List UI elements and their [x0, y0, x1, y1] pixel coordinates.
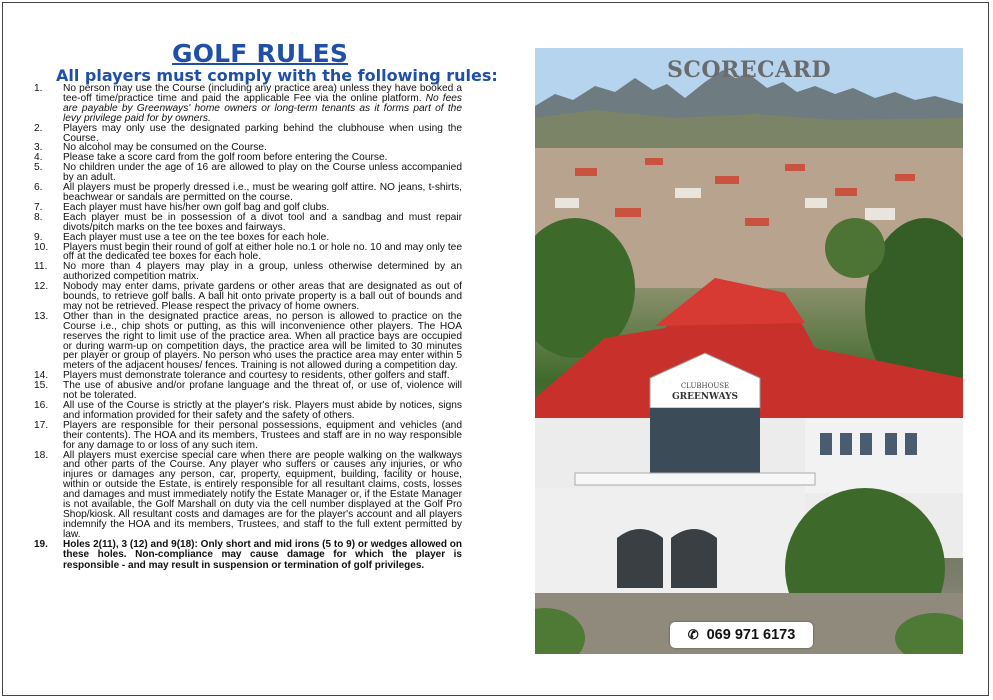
rule-item — [34, 124, 462, 144]
rule-number: 12. — [34, 281, 49, 293]
rule-number: 7. — [34, 201, 43, 213]
rule-item — [34, 401, 462, 421]
rule-item — [34, 183, 462, 203]
rule-number: 18. — [34, 449, 49, 461]
rule-text: Please take a score card from the golf room before entering the Course. — [63, 152, 388, 164]
rule-item — [34, 312, 462, 371]
rule-text: Players must demonstrate tolerance and courtesy to residents, other golfers and staff. — [63, 370, 450, 382]
rule-number: 4. — [34, 152, 43, 164]
rule-item — [34, 381, 462, 401]
rule-text: All use of the Course is strictly at the player's risk. Players must abide by notices, signs and information provided for their safety and the safety of others. — [63, 400, 462, 421]
clubhouse-photo — [535, 48, 963, 654]
rule-number: 10. — [34, 241, 49, 253]
clubhouse-illustration — [535, 48, 963, 654]
rule-number: 15. — [34, 380, 49, 392]
rule-text: No more than 4 players may play in a group, unless otherwise determined by an authorized competition matrix. — [63, 261, 462, 283]
rule-text: The use of abusive and/or profane language and the threat of, or use of, violence will not be tolerated. — [63, 380, 462, 402]
scorecard-title: SCORECARD — [666, 57, 832, 83]
rule-text: Players must begin their round of golf at either hole no.1 or hole no. 10 and may only tee off at the dedicated tee boxes for each hole. — [63, 241, 462, 263]
rule-number: 19. — [34, 538, 48, 550]
rule-item — [34, 243, 462, 263]
page-subtitle: All players must comply with the following rules: — [56, 66, 498, 85]
rule-item — [34, 421, 462, 451]
rule-item — [34, 540, 462, 572]
sign-line1: CLUBHOUSE — [680, 382, 730, 390]
rule-number: 1. — [34, 83, 43, 94]
rule-number: 13. — [34, 310, 49, 322]
rule-note: No fees are payable by Greenways' home owners or long-term tenants as it forms part of the levy privilege paid for by owners. — [63, 92, 462, 124]
rule-number: 5. — [34, 162, 43, 174]
rule-number: 6. — [34, 182, 43, 194]
rule-item — [34, 262, 462, 282]
rule-item — [34, 451, 462, 540]
rule-text: Players are responsible for their personal possessions, equipment and vehicles (and their contents). The HOA and its members, Trustees and staff are in no way responsible for any damage to or loss of any such item. — [63, 419, 462, 451]
rule-number: 11. — [34, 261, 48, 273]
rule-text: No children under the age of 16 are allowed to play on the Course unless accompanied by an adult. — [63, 162, 462, 184]
rule-text: No alcohol may be consumed on the Course. — [63, 142, 267, 154]
rule-text: Each player must have his/her own golf bag and golf clubs. — [63, 201, 330, 213]
rule-number: 17. — [34, 419, 49, 431]
rule-item — [34, 163, 462, 183]
rules-list — [34, 84, 462, 571]
phone-badge — [670, 622, 813, 648]
rule-text: Each player must be in possession of a divot tool and a sandbag and must repair divots/pitch marks on the tee boxes and fairways. — [63, 211, 462, 233]
rule-number: 2. — [34, 122, 43, 134]
rule-number: 9. — [34, 231, 43, 243]
phone-number: 069 971 6173 — [706, 627, 796, 643]
rule-text: Players may only use the designated parking behind the clubhouse when using the Course. — [63, 122, 462, 144]
rule-text: All players must exercise special care when there are people walking on the walkways and other parts of the Course. Any player who suffers or causes any injuries, or who injures or damages any person, car, property, equipment, building, facility or house, within or outside the Estate, is entirely responsible for all resultant claims, costs, losses and damages and must immediately notify the Estate Manager or, if the Estate Manager is not available, the Golf Marshall on duty via the cell number displayed at the Golf Pro Shop/kiosk. All resultant costs and damages are for the player's account and all players indemnify the HOA and its members, Trustees, and staff to the full extent permitted by law. — [63, 449, 462, 540]
rule-text: Other than in the designated practice areas, no person is allowed to practice on the Course i.e., chip shots or putting, as this will inconvenience other players. The HOA reserves the right to limit use of the practice area. When all practice bays are occupied or during warm-up on competition days, the practice area will be limited to 30 minutes per player or group of players. No person who uses the practice area may enter within 5 meters of the adjacent houses/ fences. Training is not allowed during a competition day. — [63, 310, 462, 372]
rule-item — [34, 282, 462, 312]
rule-text: All players must be properly dressed i.e., must be wearing golf attire. NO jeans, t-shirts, beachwear or sandals are permitted on the course. — [63, 182, 462, 203]
rule-text: No person may use the Course (including any practice area) unless they have booked a tee-off time/practice time and paid the applicable Fee via the online platform. — [63, 83, 462, 104]
rule-number: 16. — [34, 400, 49, 411]
rule-item — [34, 84, 462, 124]
rule-number: 14. — [34, 370, 49, 382]
rule-number: 3. — [34, 142, 43, 154]
rule-text: Holes 2(11), 3 (12) and 9(18): Only short and mid irons (5 to 9) or wedges allowed on these holes. Non-compliance may cause damage for which the player is responsible - and may result in suspension or termination of golf privileges. — [63, 538, 462, 571]
page-title: GOLF RULES — [172, 39, 349, 68]
rule-text: Nobody may enter dams, private gardens or other areas that are designated as out of bounds, to retrieve golf balls. A ball hit onto private property is a ball out of bounds and may not be retrieved. Please respect the privacy of home owners. — [63, 281, 462, 312]
rule-text: Each player must use a tee on the tee boxes for each hole. — [63, 231, 330, 243]
rule-item — [34, 213, 462, 233]
phone-icon: ✆ — [687, 627, 699, 642]
sign-line2: GREENWAYS — [671, 392, 739, 402]
rule-number: 8. — [34, 211, 43, 223]
